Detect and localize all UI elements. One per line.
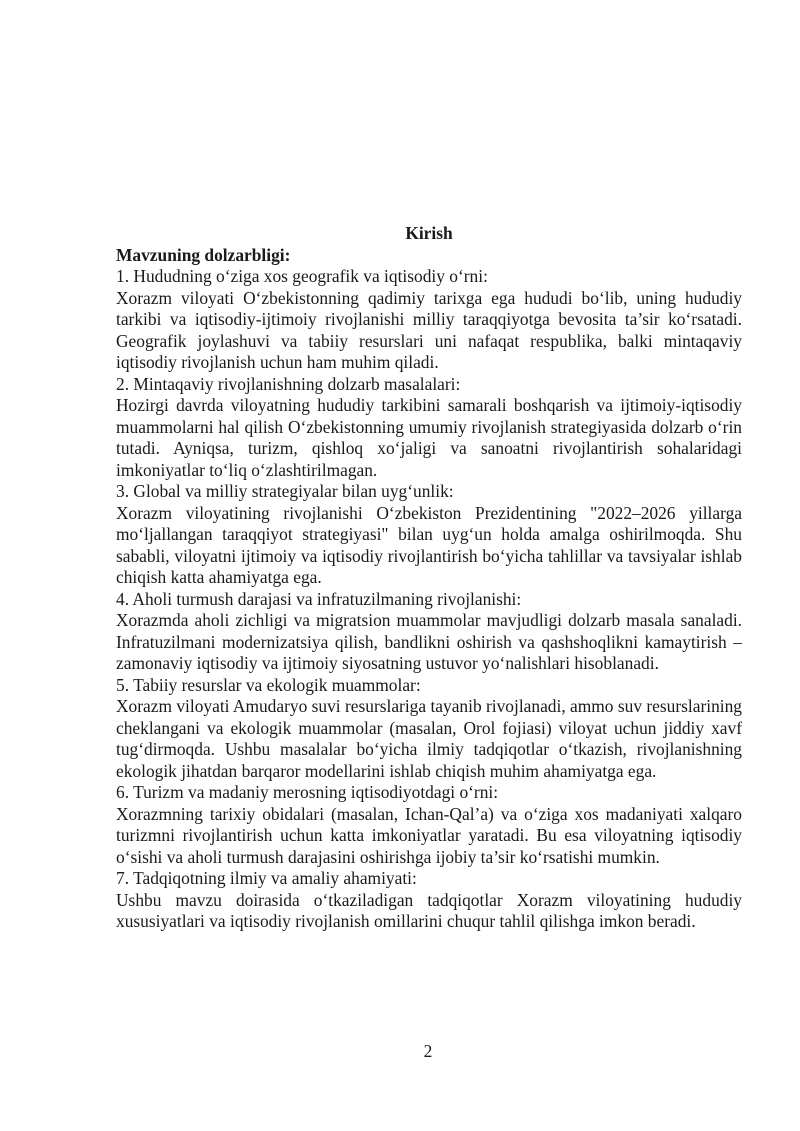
page-title: Kirish: [405, 223, 453, 243]
section-heading: 4. Aholi turmush darajasi va infratuzilmaning rivojlanishi:: [116, 588, 522, 609]
section-7: [116, 868, 742, 933]
section-2: [116, 374, 742, 482]
section-body: Xorazm viloyatining rivojlanishi O‘zbekiston Prezidentining "2022–2026 yillarga mo‘ljallangan taraqqiyot strategiyasi" bilan uyg‘un holda amalga oshirilmoqda. Shu sababli, viloyatni ijtimoiy va iqtisodiy rivojlantirish bo‘yicha tahlillar va tavsiyalar ishlab chiqish katta ahamiyatga ega.: [116, 502, 742, 587]
section-body: Xorazmda aholi zichligi va migratsion muammolar mavjudligi dolzarb masala sanaladi. Infratuzilmani modernizatsiya qilish, bandlikni oshirish va qashshoqlikni kamaytirish – zamonaviy iqtisodiy va ijtimoiy siyosatning ustuvor yo‘nalishlari hisoblanadi.: [116, 610, 742, 673]
section-heading: 5. Tabiiy resurslar va ekologik muammolar:: [116, 674, 421, 695]
section-6: [116, 782, 742, 868]
section-body: Xorazm viloyati O‘zbekistonning qadimiy tarixga ega hududi bo‘lib, uning hududiy tarkibi va iqtisodiy-ijtimoiy rivojlanishi milliy taraqqiyotga bevosita ta’sir ko‘rsatadi. Geografik joylashuvi va tabiiy resurslari uni nafaqat respublika, balki mintaqaviy iqtisodiy rivojlanish uchun ham muhim qiladi.: [116, 287, 742, 372]
section-heading: 6. Turizm va madaniy merosning iqtisodiyotdagi o‘rni:: [116, 782, 499, 802]
section-body: Ushbu mavzu doirasida o‘tkaziladigan tadqiqotlar Xorazm viloyatining hududiy xususiyatlari va iqtisodiy rivojlanish omillarini chuqur tahlil qilishga imkon beradi.: [116, 889, 742, 931]
page-number: 2: [423, 1041, 433, 1061]
section-heading: 1. Hududning o‘ziga xos geografik va iqtisodiy o‘rni:: [116, 266, 488, 286]
section-heading: 3. Global va milliy strategiyalar bilan uyg‘unlik:: [116, 481, 454, 501]
section-subtitle: Mavzuning dolzarbligi:: [116, 244, 291, 265]
section-body: Xorazmning tarixiy obidalari (masalan, Ichan-Qal’a) va o‘ziga xos madaniyati xalqaro turizmni rivojlantirish uchun katta imkoniyatlar yaratadi. Bu esa viloyatning iqtisodiy o‘sishi va aholi turmush darajasini oshirishga ijobiy ta’sir ko‘rsatishi mumkin.: [116, 803, 742, 867]
section-1: [116, 266, 742, 374]
section-heading: 7. Tadqiqotning ilmiy va amaliy ahamiyati:: [116, 868, 417, 888]
section-5: [116, 675, 742, 783]
section-heading: 2. Mintaqaviy rivojlanishning dolzarb masalalari:: [116, 373, 461, 394]
section-4: [116, 589, 742, 675]
section-body: Hozirgi davrda viloyatning hududiy tarkibini samarali boshqarish va ijtimoiy-iqtisodiy muammolarni hal qilish O‘zbekistonning umumiy rivojlanish strategiyasida dolzarb o‘rin tutadi. Ayniqsa, turizm, qishloq xo‘jaligi va sanoatni rivojlantirish sohalaridagi imkoniyatlar to‘liq o‘zlashtirilmagan.: [116, 395, 742, 480]
page-content: [116, 223, 742, 933]
section-3: [116, 481, 742, 589]
section-body: Xorazm viloyati Amudaryo suvi resurslariga tayanib rivojlanadi, ammo suv resurslarining cheklangani va ekologik muammolar (masalan, Orol fojiasi) viloyat uchun jiddiy xavf tug‘dirmoqda. Ushbu masalalar bo‘yicha ilmiy tadqiqotlar o‘tkazish, rivojlanishning ekologik jihatdan barqaror modellarini ishlab chiqish muhim ahamiyatga ega.: [116, 696, 742, 781]
